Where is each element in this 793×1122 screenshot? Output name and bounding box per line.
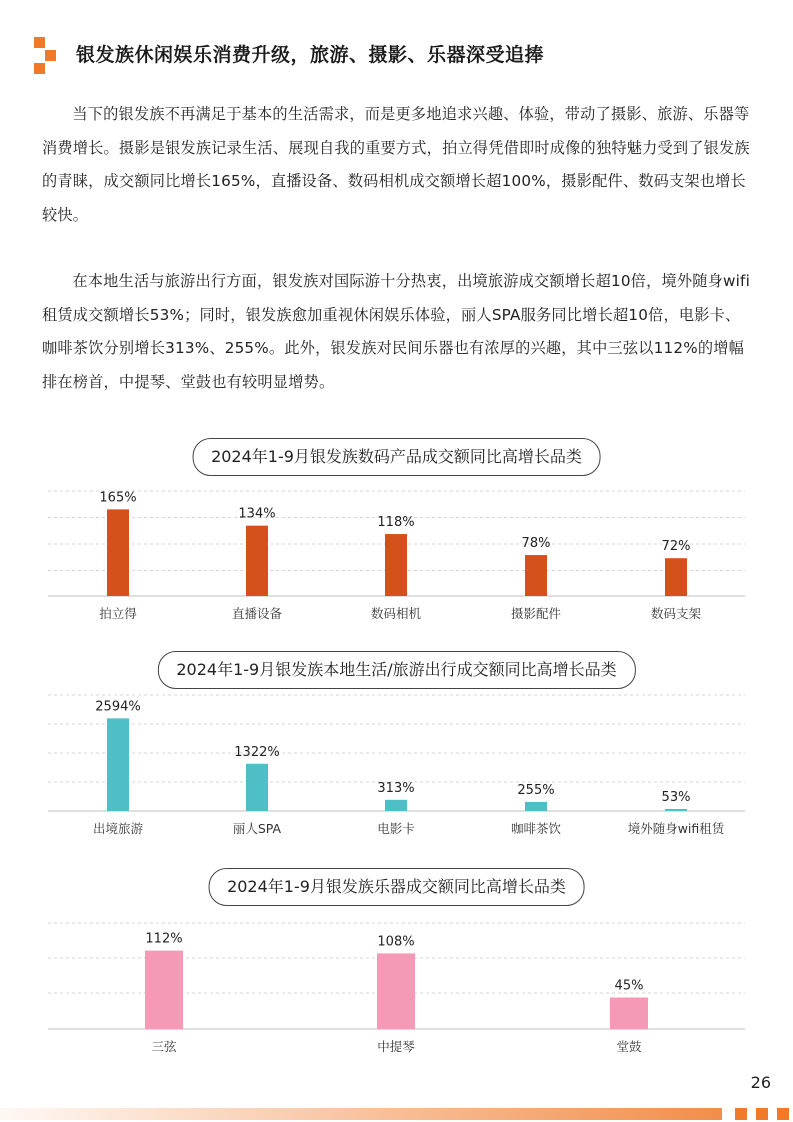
category-label: 堂鼓 xyxy=(616,1039,642,1054)
bar xyxy=(665,809,687,811)
data-label: 165% xyxy=(99,490,137,506)
bar xyxy=(610,998,648,1030)
data-label: 78% xyxy=(521,536,551,552)
bar xyxy=(385,534,407,596)
data-label: 255% xyxy=(517,782,555,798)
category-label: 咖啡茶饮 xyxy=(510,821,562,836)
chart-title-local-life: 2024年1-9月银发族本地生活/旅游出行成交额同比高增长品类 xyxy=(157,651,635,689)
data-label: 134% xyxy=(238,506,276,522)
footer-square xyxy=(777,1108,789,1120)
chart-title-instruments: 2024年1-9月银发族乐器成交额同比高增长品类 xyxy=(208,868,585,906)
chart-musical-instruments xyxy=(0,920,793,1060)
category-label: 数码支架 xyxy=(650,606,702,621)
category-label: 中提琴 xyxy=(377,1039,415,1054)
data-label: 72% xyxy=(661,539,691,555)
bar xyxy=(246,764,268,811)
bar xyxy=(525,802,547,811)
data-label: 53% xyxy=(661,790,691,805)
data-label: 112% xyxy=(145,931,183,947)
category-label: 出境旅游 xyxy=(92,821,144,836)
category-label: 三弦 xyxy=(151,1039,177,1054)
category-label: 拍立得 xyxy=(99,606,137,621)
bar xyxy=(107,509,129,596)
category-label: 电影卡 xyxy=(377,821,415,836)
orange-squares-icon xyxy=(34,37,58,77)
bar xyxy=(107,718,129,811)
category-label: 摄影配件 xyxy=(510,606,562,621)
chart-local-life-travel xyxy=(0,690,793,840)
bar xyxy=(145,951,183,1029)
bar xyxy=(385,800,407,811)
data-label: 2594% xyxy=(95,699,141,715)
bar xyxy=(377,953,415,1029)
page-number: 26 xyxy=(750,1073,771,1092)
data-label: 1322% xyxy=(234,744,280,760)
paragraph-photography: 当下的银发族不再满足于基本的生活需求，而是更多地追求兴趣、体验，带动了摄影、旅游、乐器等消费增长。摄影是银发族记录生活、展现自我的重要方式，拍立得凭借即时成像的独特魅力受到了银发族的青睐，成交额同比增长165%，直播设备、数码相机成交额增长超100%，摄影配件、数码支架也增长较快。 xyxy=(42,105,750,224)
section-heading: 银发族休闲娱乐消费升级，旅游、摄影、乐器深受追捧 xyxy=(76,44,545,66)
category-label: 数码相机 xyxy=(370,606,422,621)
bar xyxy=(525,555,547,596)
data-label: 108% xyxy=(377,934,415,950)
data-label: 118% xyxy=(377,515,415,531)
footer-square xyxy=(735,1108,747,1120)
bar xyxy=(665,558,687,596)
chart-digital-products xyxy=(0,478,793,628)
footer-square xyxy=(756,1108,768,1120)
category-label: 境外随身wifi租赁 xyxy=(627,821,725,836)
data-label: 313% xyxy=(377,780,415,796)
bar xyxy=(246,526,268,596)
footer-gradient-bar xyxy=(0,1108,722,1120)
category-label: 丽人SPA xyxy=(232,821,282,836)
data-label: 45% xyxy=(614,978,644,994)
chart-title-digital: 2024年1-9月银发族数码产品成交额同比高增长品类 xyxy=(192,438,601,476)
category-label: 直播设备 xyxy=(231,606,283,621)
paragraph-travel-leisure: 在本地生活与旅游出行方面，银发族对国际游十分热衷，出境旅游成交额增长超10倍，境外随身wifi租赁成交额增长53%；同时，银发族愈加重视休闲娱乐体验，丽人SPA服务同比增长超10倍，电影卡、咖啡茶饮分别增长313%、255%。此外，银发族对民间乐器也有浓厚的兴趣，其中三弦以112%的增幅排在榜首，中提琴、堂鼓也有较明显增势。 xyxy=(42,272,751,391)
